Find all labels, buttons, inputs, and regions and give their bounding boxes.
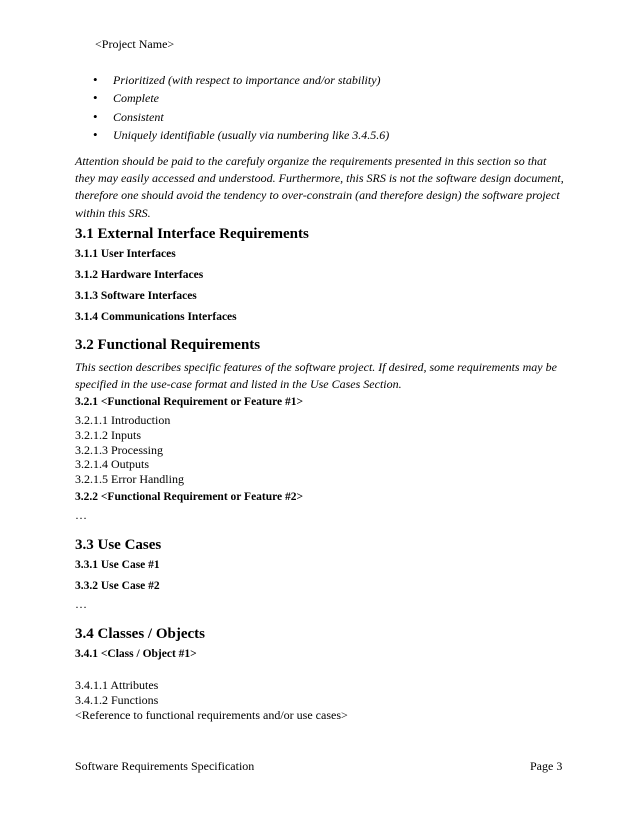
list-item: 3.2.1.2 Inputs	[75, 427, 141, 442]
ellipsis: …	[75, 597, 87, 611]
object-1-items	[75, 678, 348, 722]
ellipsis: …	[75, 508, 87, 522]
bullet-icon: •	[93, 90, 98, 106]
footer-document-title: Software Requirements Specification	[75, 759, 255, 773]
list-item: 3.2.1.3 Processing	[75, 442, 163, 457]
subsection-heading: 3.1.1 User Interfaces	[75, 248, 176, 260]
intro-paragraph: Attention should be paid to the carefuly organize the requirements presented in this section so that they may easily accessed and understood. Furthermore, this SRS is not the software design document, therefore one should avoid the tendency to over-constrain (and therefore design) the software project within this SRS.	[75, 154, 564, 220]
subsection-heading: 3.1.4 Communications Interfaces	[75, 311, 237, 323]
bullet-icon: •	[93, 126, 98, 142]
subsection-heading: 3.2.1 <Functional Requirement or Feature #1>	[75, 396, 304, 408]
requirements-qualities-list	[93, 71, 389, 144]
section-3-1-heading: 3.1 External Interface Requirements	[75, 226, 309, 242]
list-item: 3.4.1.2 Functions	[75, 692, 159, 707]
list-item: 3.2.1.1 Introduction	[75, 413, 171, 427]
section-3-2-heading: 3.2 Functional Requirements	[75, 337, 261, 353]
functional-requirements-description: This section describes specific features of the software project. If desired, some requirements may be specified in the use-case format and listed in the Use Cases Section.	[75, 360, 557, 392]
subsection-heading: 3.1.3 Software Interfaces	[75, 290, 197, 302]
subsection-heading: 3.1.2 Hardware Interfaces	[75, 269, 204, 281]
section-3-3-heading: 3.3 Use Cases	[75, 537, 162, 553]
bullet-icon: •	[93, 72, 98, 87]
subsection-heading: 3.2.2 <Functional Requirement or Feature #2>	[75, 491, 304, 503]
list-item: • Uniquely identifiable (usually via numbering like 3.4.5.6)	[93, 126, 389, 144]
bullet-icon: •	[93, 108, 98, 124]
feature-1-items	[75, 413, 184, 487]
list-item: • Consistent	[93, 108, 389, 126]
subsection-heading: 3.3.2 Use Case #2	[75, 580, 160, 592]
footer-page-number: Page 3	[530, 759, 563, 773]
list-item: <Reference to functional requirements and/or use cases>	[75, 707, 348, 722]
subsection-heading: 3.4.1 <Class / Object #1>	[75, 648, 197, 660]
list-item: • Complete	[93, 89, 389, 107]
subsection-heading: 3.3.1 Use Case #1	[75, 559, 160, 571]
list-item: 3.4.1.1 Attributes	[75, 678, 159, 692]
list-item: • Prioritized (with respect to importance and/or stability)	[93, 71, 389, 89]
section-3-4-heading: 3.4 Classes / Objects	[75, 626, 205, 642]
list-item: 3.2.1.5 Error Handling	[75, 472, 184, 487]
project-name-header: <Project Name>	[95, 37, 175, 51]
list-item: 3.2.1.4 Outputs	[75, 457, 150, 472]
